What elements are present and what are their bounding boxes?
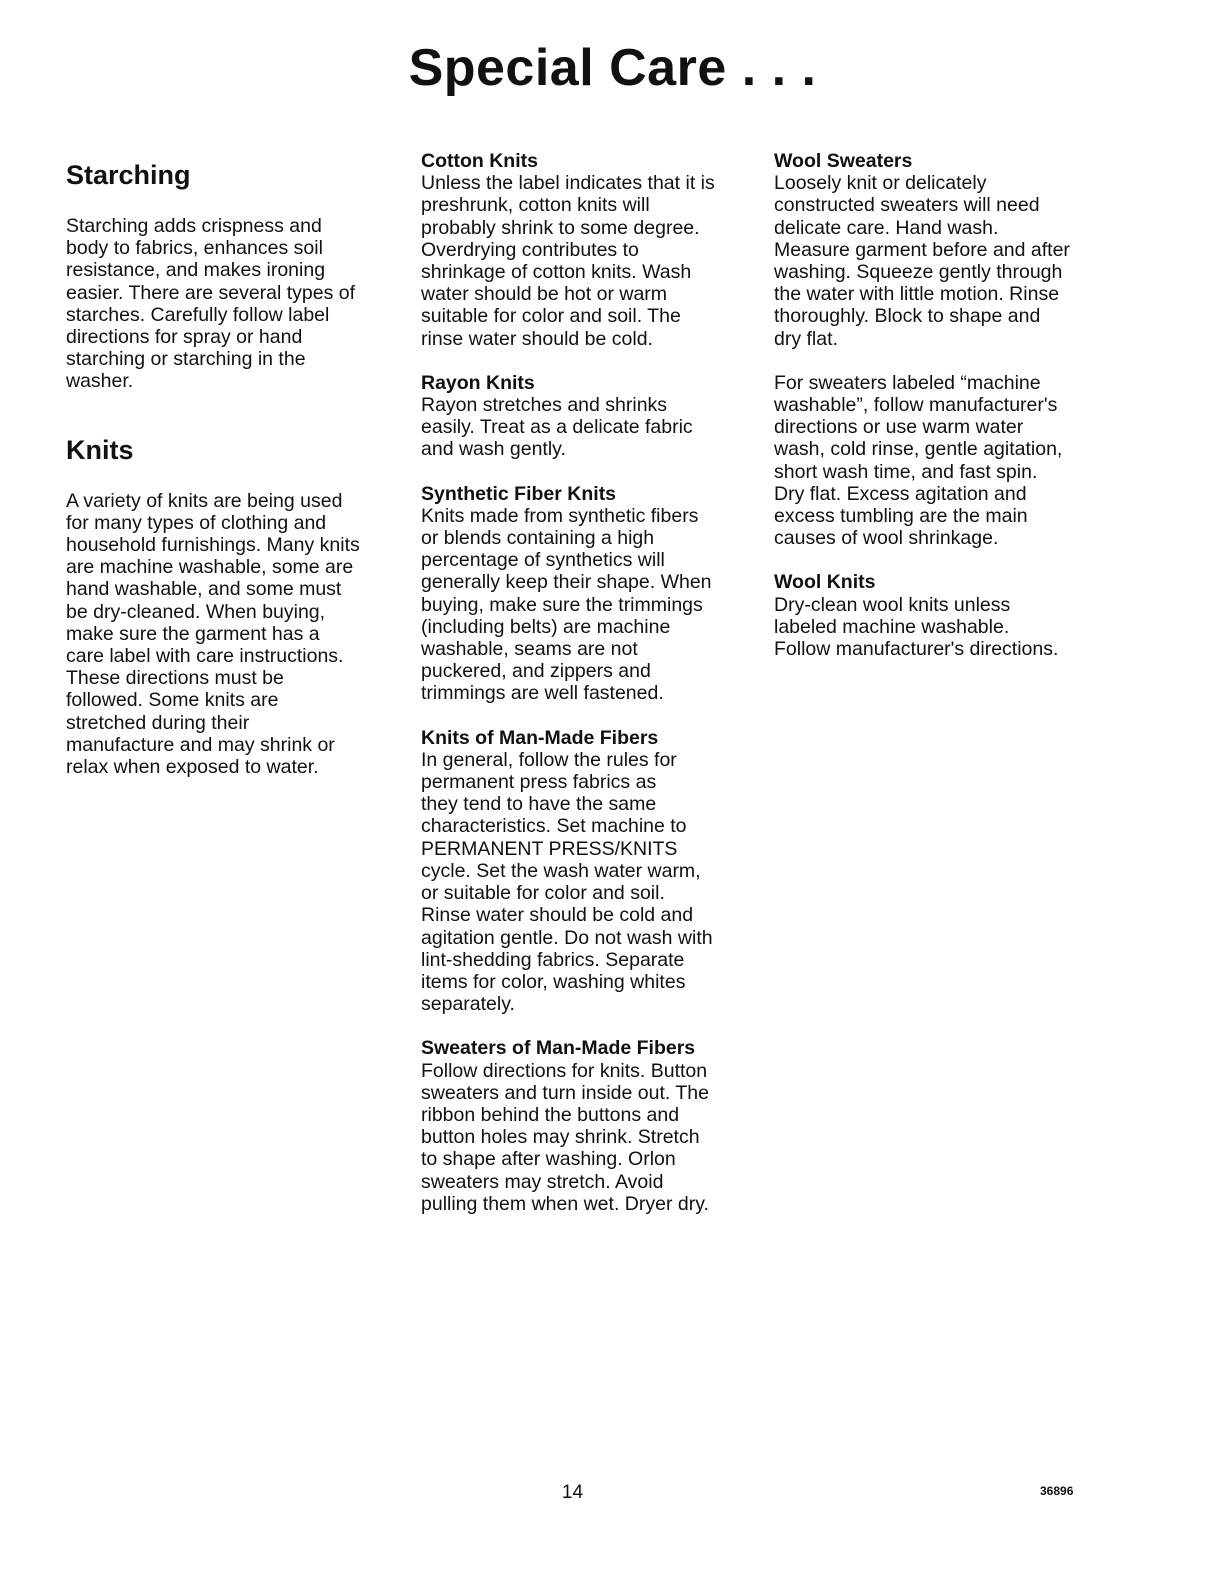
knits-man-made-fibers-body: In general, follow the rules for permanent press fabrics as they tend to have the same characteristics. Set machine to PERMANENT PRESS/KNITS cycle. Set the wash water warm, or suitable for color and soil. Rinse water should be cold and agitation gentle. Do not wash with lint-shedding fabrics. Separate items for color, washing whites separately. [421, 748, 713, 1016]
wool-sweaters-machine-body: For sweaters labeled “machine washable”, follow manufacturer's directions or use warm water wash, cold rinse, gentle agitation, short wash time, and fast spin. Dry flat. Excess agitation and excess tumbling are the main causes of wool shrinkage. [774, 371, 1063, 550]
document-code: 36896 [1040, 1484, 1074, 1498]
knits-man-made-fibers-heading: Knits of Man-Made Fibers [421, 726, 659, 749]
sweaters-man-made-fibers-heading: Sweaters of Man-Made Fibers [421, 1037, 696, 1060]
wool-knits-body: Dry-clean wool knits unless labeled machine washable. Follow manufacturer's directions. [774, 593, 1059, 661]
cotton-knits-body: Unless the label indicates that it is preshrunk, cotton knits will probably shrink to some degree. Overdrying contributes to shrinkage of cotton knits. Wash water should be hot or warm suitable for color and soil. The rinse water should be cold. [421, 172, 715, 350]
sweaters-man-made-fibers-body: Follow directions for knits. Button sweaters and turn inside out. The ribbon behind the buttons and button holes may shrink. Stretch to shape after washing. Orlon sweaters may stretch. Avoid pulling them when wet. Dryer dry. [421, 1059, 709, 1215]
wool-sweaters-heading: Wool Sweaters [774, 150, 913, 172]
rayon-knits-section [421, 372, 751, 461]
rayon-knits-heading: Rayon Knits [421, 371, 535, 394]
starching-body: Starching adds crispness and body to fabrics, enhances soil resistance, and makes ironing easier. There are several types of starches. Carefully follow label directions for spray or hand starching or starching in the washer. [66, 215, 356, 393]
sweaters-man-made-fibers-section [421, 1037, 751, 1215]
left-column [66, 150, 396, 778]
synthetic-fiber-knits-body: Knits made from synthetic fibers or blends containing a high percentage of synthetics will generally keep their shape. When buying, make sure the trimmings (including belts) are machine washable, seams are not puckered, and zippers and trimmings are well fastened. [421, 504, 712, 705]
cotton-knits-heading: Cotton Knits [421, 150, 538, 172]
cotton-knits-section [421, 150, 751, 350]
knits-heading: Knits [66, 434, 134, 465]
wool-knits-heading: Wool Knits [774, 571, 876, 594]
wool-sweaters-section [774, 150, 1104, 350]
page-title: Special Care . . . [408, 39, 817, 97]
synthetic-fiber-knits-section [421, 483, 751, 705]
wool-knits-section [774, 571, 1104, 660]
middle-column [421, 150, 751, 1237]
synthetic-fiber-knits-heading: Synthetic Fiber Knits [421, 482, 617, 505]
wool-sweaters-body: Loosely knit or delicately constructed sweaters will need delicate care. Hand wash. Measure garment before and after washing. Squeeze gently through the water with little motion. Rinse thoroughly. Block to shape and dry flat. [774, 172, 1070, 350]
knits-body: A variety of knits are being used for many types of clothing and household furnishings. Many knits are machine washable, some are hand washable, and some must be dry-cleaned. When buying, make sure the garment has a care label with care instructions. These directions must be followed. Some knits are stretched during their manufacture and may shrink or relax when exposed to water. [66, 489, 360, 779]
knits-man-made-fibers-section [421, 727, 751, 1016]
rayon-knits-body: Rayon stretches and shrinks easily. Treat as a delicate fabric and wash gently. [421, 394, 693, 461]
wool-sweaters-machine-section [774, 372, 1104, 550]
starching-heading: Starching [66, 160, 191, 190]
page-number: 14 [561, 1482, 584, 1503]
right-column [774, 150, 1104, 682]
